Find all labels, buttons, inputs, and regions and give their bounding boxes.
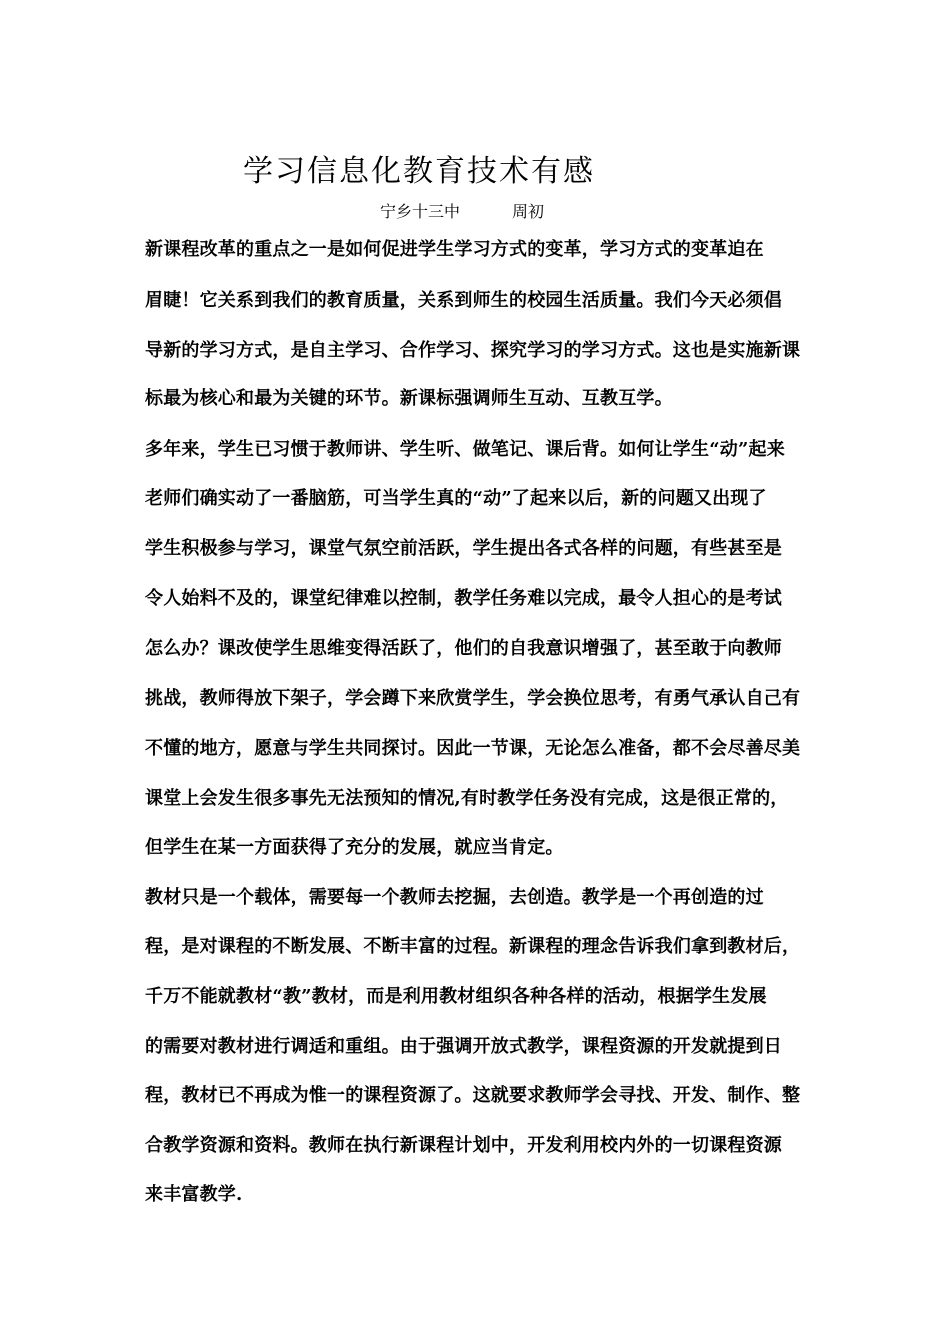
body-line: 挑战，教师得放下架子，学会蹲下来欣赏学生，学会换位思考，有勇气承认自己有 <box>145 688 801 709</box>
body-line: 标最为核心和最为关键的环节。新课标强调师生互动、互教互学。 <box>145 388 673 409</box>
author-line <box>380 200 544 224</box>
body-line: 的需要对教材进行调适和重组。由于强调开放式教学，课程资源的开发就提到日 <box>145 1036 782 1057</box>
body-line: 怎么办？课改使学生思维变得活跃了，他们的自我意识增强了，甚至敢于向教师 <box>145 638 782 659</box>
body-line: 教材只是一个载体，需要每一个教师去挖掘，去创造。教学是一个再创造的过 <box>145 887 764 908</box>
body-line: 程，是对课程的不断发展、不断丰富的过程。新课程的理念告诉我们拿到教材后， <box>145 936 801 957</box>
body-line: 不懂的地方，愿意与学生共同探讨。因此一节课，无论怎么准备，都不会尽善尽美 <box>145 738 801 759</box>
body-line: 老师们确实动了一番脑筋，可当学生真的“动”了起来以后，新的问题又出现了 <box>145 488 767 509</box>
school-name: 宁乡十三中 <box>380 202 461 221</box>
body-line: 学生积极参与学习，课堂气氛空前活跃，学生提出各式各样的问题，有些甚至是 <box>145 538 782 559</box>
body-line: 来丰富教学. <box>145 1184 243 1205</box>
body-line: 合教学资源和资料。教师在执行新课程计划中，开发利用校内外的一切课程资源 <box>145 1135 782 1156</box>
body-line: 千万不能就教材“教”教材，而是利用教材组织各种各样的活动，根据学生发展 <box>145 986 767 1007</box>
body-line: 多年来，学生已习惯于教师讲、学生听、做笔记、课后背。如何让学生“动”起来 <box>145 439 785 460</box>
body-line: 课堂上会发生很多事先无法预知的情况,有时教学任务没有完成，这是很正常的， <box>145 788 789 809</box>
body-line: 新课程改革的重点之一是如何促进学生学习方式的变革，学习方式的变革迫在 <box>145 239 764 260</box>
document-title: 学习信息化教育技术有感 <box>243 154 595 189</box>
body-line: 令人始料不及的，课堂纪律难以控制，教学任务难以完成，最令人担心的是考试 <box>145 588 782 609</box>
body-line: 但学生在某一方面获得了充分的发展，就应当肯定。 <box>145 837 564 858</box>
body-line: 导新的学习方式，是自主学习、合作学习、探究学习的学习方式。这也是实施新课 <box>145 340 801 361</box>
body-line: 程，教材已不再成为惟一的课程资源了。这就要求教师学会寻找、开发、制作、整 <box>145 1085 801 1106</box>
author-name: 周初 <box>512 202 545 221</box>
body-line: 眉睫！它关系到我们的教育质量，关系到师生的校园生活质量。我们今天必须倡 <box>145 290 782 311</box>
